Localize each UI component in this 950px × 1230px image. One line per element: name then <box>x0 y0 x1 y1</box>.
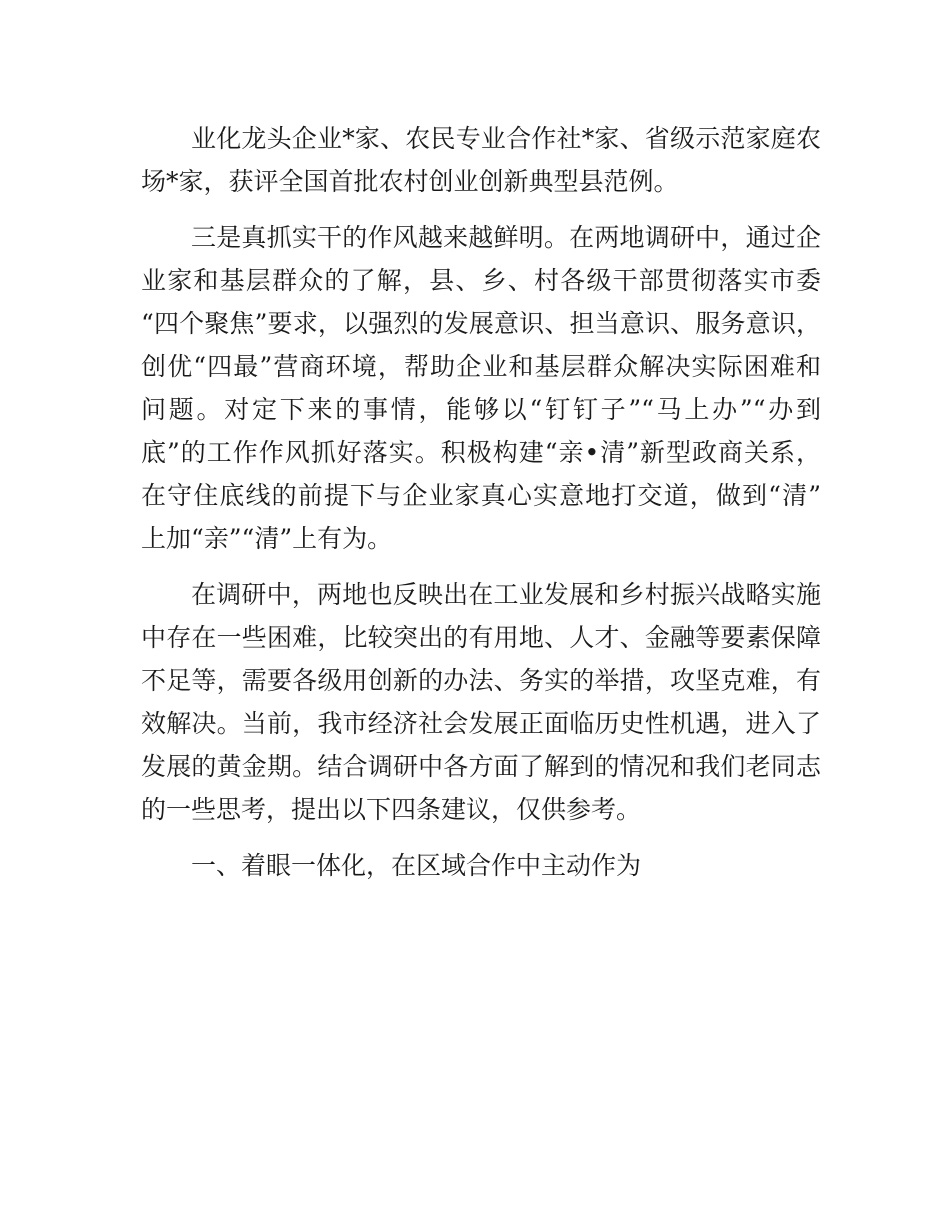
text-line: 上加“亲”“清”上有为。 <box>141 524 393 553</box>
section-heading <box>141 844 821 887</box>
text-line: 在调研中，两地也反映出在工业发展和乡村振兴战略实施 <box>191 580 821 609</box>
paragraph-continuation <box>141 117 821 203</box>
heading-line: 一、着眼一体化，在区域合作中主动作为 <box>191 851 642 880</box>
document-body <box>141 117 821 900</box>
paragraph-difficulties <box>141 573 821 831</box>
text-line: 底”的工作作风抓好落实。积极构建“亲•清”新型政商关系， <box>141 438 821 467</box>
text-line: 发展的黄金期。结合调研中各方面了解到的情况和我们老同志 <box>141 752 821 781</box>
text-line: 的一些思考，提出以下四条建议，仅供参考。 <box>141 795 642 824</box>
text-line: 场*家，获评全国首批农村创业创新典型县范例。 <box>141 167 679 196</box>
text-line: 问题。对定下来的事情，能够以“钉钉子”“马上办”“办到 <box>141 395 821 424</box>
text-line: 中存在一些困难，比较突出的有用地、人才、金融等要素保障 <box>141 623 821 652</box>
text-line: 业家和基层群众的了解，县、乡、村各级干部贯彻落实市委 <box>141 266 821 295</box>
text-line: 业化龙头企业*家、农民专业合作社*家、省级示范家庭农 <box>191 124 821 153</box>
paragraph-work-style <box>141 216 821 560</box>
text-line: 不足等，需要各级用创新的办法、务实的举措，攻坚克难，有 <box>141 666 821 695</box>
text-line: 效解决。当前，我市经济社会发展正面临历史性机遇，进入了 <box>141 709 821 738</box>
text-line: 创优“四最”营商环境，帮助企业和基层群众解决实际困难和 <box>141 352 821 381</box>
text-line: 在守住底线的前提下与企业家真心实意地打交道，做到“清” <box>141 481 821 510</box>
text-line: “四个聚焦”要求，以强烈的发展意识、担当意识、服务意识， <box>141 309 821 338</box>
text-line: 三是真抓实干的作风越来越鲜明。在两地调研中，通过企 <box>191 223 821 252</box>
